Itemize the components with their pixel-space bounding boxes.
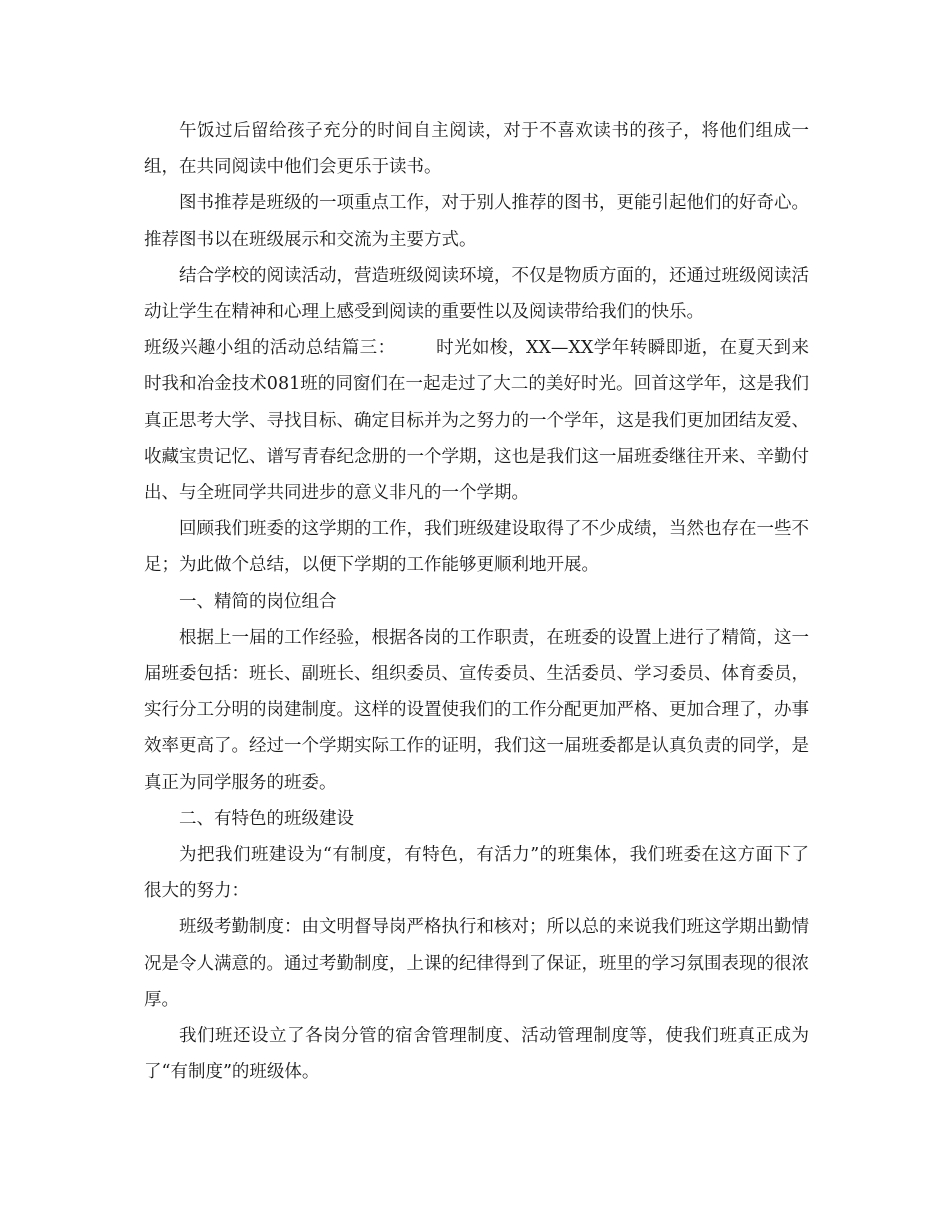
paragraph-with-heading [144, 330, 809, 511]
section-title: 二、有特色的班级建设 [179, 808, 354, 829]
section-heading: 班级兴趣小组的活动总结篇三： [144, 338, 396, 359]
paragraph: 结合学校的阅读活动，营造班级阅读环境，不仅是物质方面的，还通过班级阅读活动让学生在精神和心理上感受到阅读的重要性以及阅读带给我们的快乐。 [144, 265, 809, 323]
paragraph: 午饭过后留给孩子充分的时间自主阅读，对于不喜欢读书的孩子，将他们组成一组，在共同阅读中他们会更乐于读书。 [144, 121, 809, 178]
paragraph: 回顾我们班委的这学期的工作，我们班级建设取得了不少成绩，当然也存在一些不足；为此做个总结，以便下学期的工作能够更顺利地开展。 [144, 519, 809, 576]
paragraph: 我们班还设立了各岗分管的宿舍管理制度、活动管理制度等，使我们班真正成为了“有制度”的班级体。 [144, 1026, 809, 1083]
paragraph: 班级考勤制度：由文明督导岗严格执行和核对；所以总的来说我们班这学期出勤情况是令人满意的。通过考勤制度，上课的纪律得到了保证，班里的学习氛围表现的很浓厚。 [144, 917, 809, 1010]
document-body [144, 113, 809, 1090]
paragraph: 为把我们班建设为“有制度，有特色，有活力”的班集体，我们班委在这方面下了很大的努力： [144, 845, 809, 902]
paragraph: 根据上一届的工作经验，根据各岗的工作职责，在班委的设置上进行了精简，这一届班委包括：班长、副班长、组织委员、宣传委员、生活委员、学习委员、体育委员，实行分工分明的岗建制度。这样的设置使我们的工作分配更加严格、更加合理了，办事效率更高了。经过一个学期实际工作的证明，我们这一届班委都是认真负责的同学，是真正为同学服务的班委。 [144, 627, 809, 793]
paragraph-text: 时光如梭，XX—XX学年转瞬即逝，在夏天到来时我和冶金技术081班的同窗们在一起走过了大二的美好时光。回首这学年，这是我们真正思考大学、寻找目标、确定目标并为之努力的一个学年，这是我们更加团结友爱、收藏宝贵记忆、谱写青春纪念册的一个学期，这也是我们这一届班委继往开来、辛勤付出、与全班同学共同进步的意义非凡的一个学期。 [144, 338, 809, 504]
section-title: 一、精简的岗位组合 [179, 591, 337, 612]
paragraph: 图书推荐是班级的一项重点工作，对于别人推荐的图书，更能引起他们的好奇心。推荐图书以在班级展示和交流为主要方式。 [144, 193, 809, 250]
